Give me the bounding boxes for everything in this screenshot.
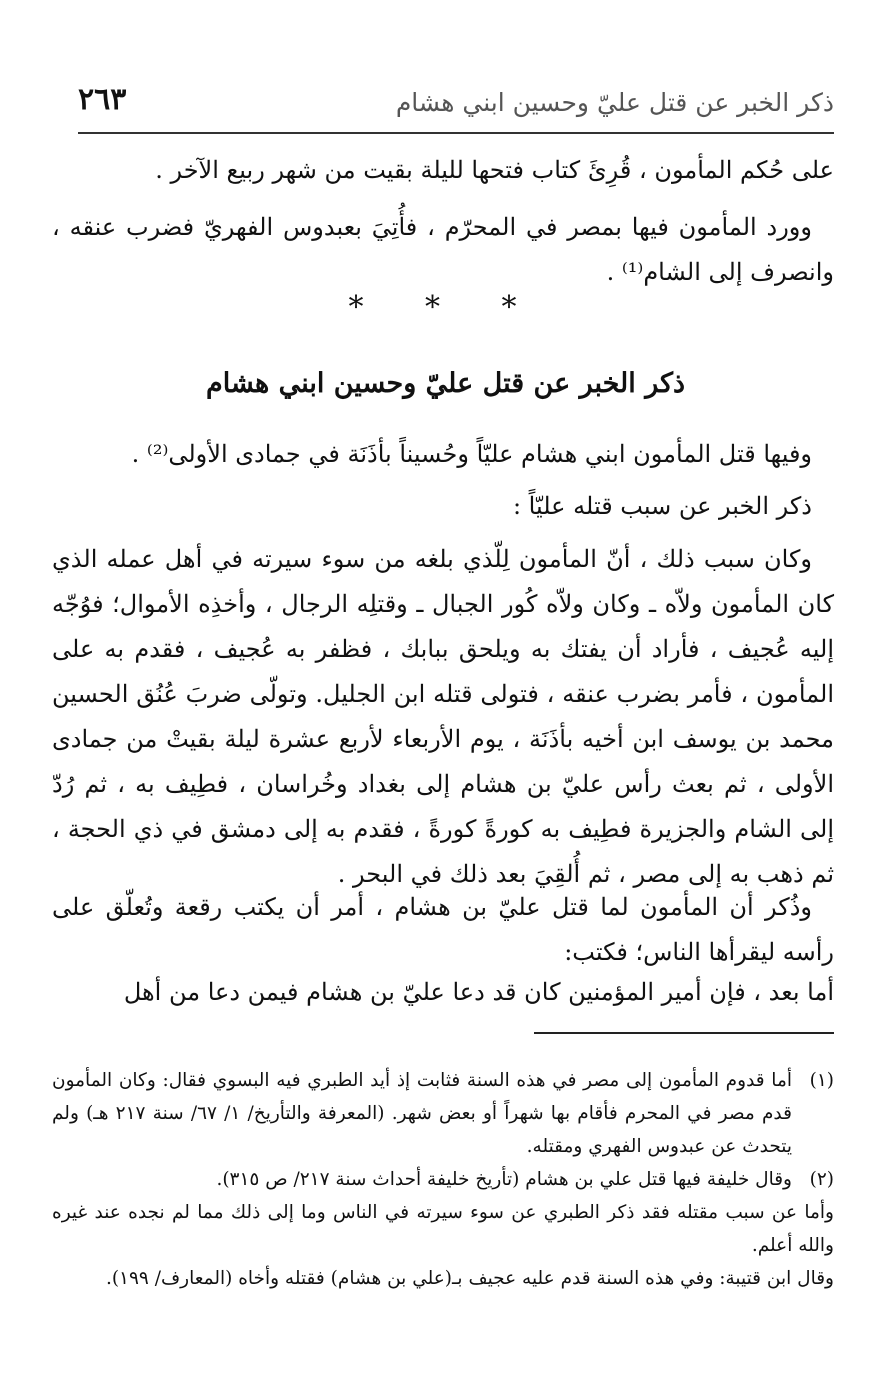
paragraph-text: أما بعد ، فإن أمير المؤمنين كان قد دعا عليّ بن هشام فيمن دعا من أهل [123, 978, 834, 1006]
footnote-number: (١) [809, 1070, 834, 1091]
paragraph-text: على حُكم المأمون ، قُرِئَ كتاب فتحها لليلة بقيت من شهر ربيع الآخر . [155, 156, 834, 184]
footnote-text: أما قدوم المأمون إلى مصر في هذه السنة فثابت إذ أيد الطبري فيه البسوي فقال: وكان المأمون قدم مصر في المحرم فأقام بها شهراً أو بعض شهر. (المعرفة والتأريخ/ ١/ ٦٧/ سنة ٢١٧ هـ) ولم يتحدث عن عبدوس الفهري ومقتله. [52, 1070, 792, 1157]
header-divider [78, 132, 834, 134]
paragraph-7 [52, 970, 834, 1015]
subheading [52, 484, 834, 529]
section-separator: * * * [348, 290, 543, 325]
footnote-text: وقال خليفة فيها قتل علي بن هشام (تأريخ خليفة أحداث سنة ٢١٧/ ص ٣١٥). [216, 1169, 792, 1190]
running-head: ذكر الخبر عن قتل عليّ وحسين ابني هشام [395, 88, 834, 117]
page-number: ٢٦٣ [78, 82, 127, 117]
paragraph-5 [52, 537, 834, 897]
section-title: ذكر الخبر عن قتل عليّ وحسين ابني هشام [206, 368, 685, 399]
paragraph-text: وفيها قتل المأمون ابني هشام عليّاً وحُسيناً بأذَنَة في جمادى الأولى⁽²⁾ . [131, 440, 812, 468]
paragraph-1 [52, 148, 834, 193]
paragraph-text: وورد المأمون فيها بمصر في المحرّم ، فأُتِيَ بعبدوس الفهريّ فضرب عنقه ، وانصرف إلى الشام⁽¹⁾ . [52, 213, 834, 286]
footnote-2 [52, 1163, 834, 1196]
footnote-number: (٢) [809, 1169, 834, 1190]
paragraph-3 [52, 432, 834, 477]
page-header [78, 82, 834, 128]
paragraph-text: وذُكر أن المأمون لما قتل عليّ بن هشام ، أمر أن يكتب رقعة وتُعلّق على رأسه ليقرأها الناس؛ فكتب: [52, 893, 834, 966]
paragraph-6 [52, 885, 834, 975]
footnote-2-continuation: وقال ابن قتيبة: وفي هذه السنة قدم عليه عجيف بـ(علي بن هشام) فقتله وأخاه (المعارف/ ١٩٩). [105, 1268, 834, 1289]
paragraph-text: وكان سبب ذلك ، أنّ المأمون لِلّذي بلغه من سوء سيرته في أهل عمله الذي كان المأمون ولاّه ـ وكان ولاّه كُور الجبال ـ وقتلِه الرجال ، وأخذِه الأموال؛ فوُجّه إليه عُجيف ، فأراد أن يفتك به ويلحق ببابك ، فظفر به عُجيف ، فقدم به على المأمون ، فأمر بضرب عنقه ، فتولى قتله ابن الجليل. وتولّى ضربَ عُنُق الحسين محمد بن يوسف ابن أخيه بأذَنَة ، يوم الأربعاء لأربع عشرة ليلة بقيتْ من جمادى الأولى ، ثم بعث رأس عليّ بن هشام إلى بغداد وخُراسان ، فطِيف به ، ثم رُدّ إلى الشام والجزيرة فطِيف به كورةً كورةً ، فقدم به إلى دمشق في ذي الحجة ، ثم ذهب به إلى مصر ، ثم أُلقِيَ بعد ذلك في البحر . [52, 545, 834, 888]
footnote-1 [52, 1064, 834, 1163]
footnotes [52, 1064, 834, 1295]
paragraph-2 [52, 205, 834, 295]
subheading-text: ذكر الخبر عن سبب قتله عليّاً : [512, 492, 812, 520]
footnote-divider [534, 1032, 834, 1034]
footnote-2-continuation: وأما عن سبب مقتله فقد ذكر الطبري عن سوء سيرته في الناس وما إلى ذلك مما لم نجده عند غيره والله أعلم. [52, 1202, 834, 1256]
